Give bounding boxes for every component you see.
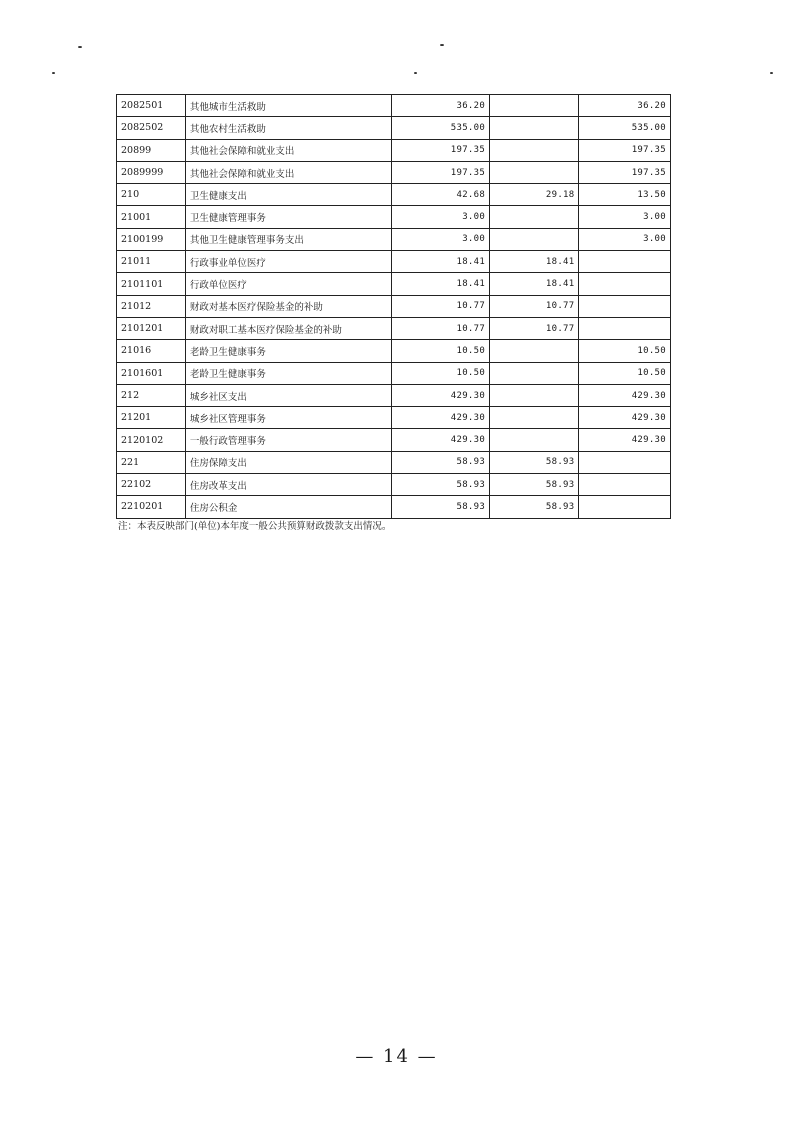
table-row [117, 384, 671, 406]
subject-code-cell: 2101201 [117, 317, 186, 339]
subject-name-cell: 财政对职工基本医疗保险基金的补助 [185, 317, 392, 339]
total-amount-cell: 36.20 [392, 95, 490, 117]
subject-code-cell: 212 [117, 384, 186, 406]
subject-name-cell: 老龄卫生健康事务 [185, 362, 392, 384]
total-amount-cell: 58.93 [392, 451, 490, 473]
project-expenditure-cell: 535.00 [579, 117, 671, 139]
subject-name-cell: 住房公积金 [185, 496, 392, 518]
table-row [117, 295, 671, 317]
subject-code-cell: 21016 [117, 340, 186, 362]
table-row [117, 362, 671, 384]
table-row [117, 139, 671, 161]
subject-name-cell: 卫生健康管理事务 [185, 206, 392, 228]
project-expenditure-cell [579, 251, 671, 273]
subject-code-cell: 2082502 [117, 117, 186, 139]
basic-expenditure-cell: 10.77 [490, 295, 579, 317]
basic-expenditure-cell [490, 161, 579, 183]
scan-speck [770, 72, 773, 74]
subject-code-cell: 2101601 [117, 362, 186, 384]
total-amount-cell: 429.30 [392, 429, 490, 451]
subject-name-cell: 其他卫生健康管理事务支出 [185, 228, 392, 250]
basic-expenditure-cell: 18.41 [490, 273, 579, 295]
project-expenditure-cell: 197.35 [579, 139, 671, 161]
subject-code-cell: 22102 [117, 474, 186, 496]
subject-code-cell: 21201 [117, 407, 186, 429]
subject-code-cell: 21011 [117, 251, 186, 273]
table-row [117, 161, 671, 183]
table-row [117, 317, 671, 339]
subject-name-cell: 老龄卫生健康事务 [185, 340, 392, 362]
basic-expenditure-cell: 10.77 [490, 317, 579, 339]
table-row [117, 251, 671, 273]
project-expenditure-cell: 197.35 [579, 161, 671, 183]
total-amount-cell: 3.00 [392, 206, 490, 228]
basic-expenditure-cell [490, 340, 579, 362]
basic-expenditure-cell [490, 407, 579, 429]
project-expenditure-cell [579, 273, 671, 295]
table-row [117, 184, 671, 206]
subject-code-cell: 2101101 [117, 273, 186, 295]
project-expenditure-cell [579, 317, 671, 339]
basic-expenditure-cell: 18.41 [490, 251, 579, 273]
total-amount-cell: 10.77 [392, 317, 490, 339]
project-expenditure-cell: 36.20 [579, 95, 671, 117]
project-expenditure-cell [579, 474, 671, 496]
subject-name-cell: 财政对基本医疗保险基金的补助 [185, 295, 392, 317]
total-amount-cell: 429.30 [392, 407, 490, 429]
total-amount-cell: 10.50 [392, 362, 490, 384]
subject-code-cell: 221 [117, 451, 186, 473]
table-row [117, 95, 671, 117]
subject-name-cell: 其他社会保障和就业支出 [185, 161, 392, 183]
basic-expenditure-cell: 58.93 [490, 496, 579, 518]
scan-speck [52, 72, 55, 74]
total-amount-cell: 18.41 [392, 251, 490, 273]
project-expenditure-cell: 429.30 [579, 384, 671, 406]
project-expenditure-cell [579, 295, 671, 317]
total-amount-cell: 10.77 [392, 295, 490, 317]
basic-expenditure-cell [490, 117, 579, 139]
total-amount-cell: 18.41 [392, 273, 490, 295]
expenditure-table [116, 94, 671, 519]
table-row [117, 474, 671, 496]
total-amount-cell: 58.93 [392, 474, 490, 496]
project-expenditure-cell: 429.30 [579, 429, 671, 451]
table-body [117, 95, 671, 519]
basic-expenditure-cell [490, 429, 579, 451]
subject-name-cell: 行政单位医疗 [185, 273, 392, 295]
table-row [117, 429, 671, 451]
basic-expenditure-cell [490, 362, 579, 384]
total-amount-cell: 3.00 [392, 228, 490, 250]
table-row [117, 273, 671, 295]
basic-expenditure-cell: 58.93 [490, 474, 579, 496]
total-amount-cell: 42.68 [392, 184, 490, 206]
basic-expenditure-cell [490, 384, 579, 406]
subject-name-cell: 城乡社区支出 [185, 384, 392, 406]
subject-name-cell: 住房改革支出 [185, 474, 392, 496]
subject-name-cell: 城乡社区管理事务 [185, 407, 392, 429]
project-expenditure-cell: 429.30 [579, 407, 671, 429]
subject-code-cell: 21001 [117, 206, 186, 228]
subject-code-cell: 2210201 [117, 496, 186, 518]
project-expenditure-cell: 3.00 [579, 228, 671, 250]
total-amount-cell: 197.35 [392, 139, 490, 161]
scan-speck [78, 46, 82, 48]
table-row [117, 407, 671, 429]
basic-expenditure-cell [490, 95, 579, 117]
table-row [117, 228, 671, 250]
table-note: 注：本表反映部门(单位)本年度一般公共预算财政拨款支出情况。 [118, 521, 392, 532]
total-amount-cell: 58.93 [392, 496, 490, 518]
basic-expenditure-cell [490, 228, 579, 250]
subject-name-cell: 其他城市生活救助 [185, 95, 392, 117]
subject-name-cell: 卫生健康支出 [185, 184, 392, 206]
basic-expenditure-cell: 29.18 [490, 184, 579, 206]
subject-name-cell: 住房保障支出 [185, 451, 392, 473]
basic-expenditure-cell [490, 206, 579, 228]
subject-name-cell: 一般行政管理事务 [185, 429, 392, 451]
subject-name-cell: 其他农村生活救助 [185, 117, 392, 139]
table-row [117, 340, 671, 362]
subject-name-cell: 行政事业单位医疗 [185, 251, 392, 273]
table-row [117, 496, 671, 518]
scan-speck [440, 44, 444, 46]
subject-code-cell: 2100199 [117, 228, 186, 250]
subject-code-cell: 2089999 [117, 161, 186, 183]
subject-code-cell: 2120102 [117, 429, 186, 451]
table-row [117, 206, 671, 228]
total-amount-cell: 197.35 [392, 161, 490, 183]
subject-code-cell: 21012 [117, 295, 186, 317]
table-row [117, 117, 671, 139]
subject-name-cell: 其他社会保障和就业支出 [185, 139, 392, 161]
project-expenditure-cell [579, 451, 671, 473]
total-amount-cell: 535.00 [392, 117, 490, 139]
total-amount-cell: 429.30 [392, 384, 490, 406]
page-number: — 14 — [355, 1046, 438, 1067]
scan-speck [414, 72, 417, 74]
subject-code-cell: 20899 [117, 139, 186, 161]
project-expenditure-cell: 10.50 [579, 340, 671, 362]
table-row [117, 451, 671, 473]
subject-code-cell: 2082501 [117, 95, 186, 117]
basic-expenditure-cell [490, 139, 579, 161]
project-expenditure-cell: 10.50 [579, 362, 671, 384]
project-expenditure-cell [579, 496, 671, 518]
total-amount-cell: 10.50 [392, 340, 490, 362]
basic-expenditure-cell: 58.93 [490, 451, 579, 473]
project-expenditure-cell: 3.00 [579, 206, 671, 228]
project-expenditure-cell: 13.50 [579, 184, 671, 206]
subject-code-cell: 210 [117, 184, 186, 206]
